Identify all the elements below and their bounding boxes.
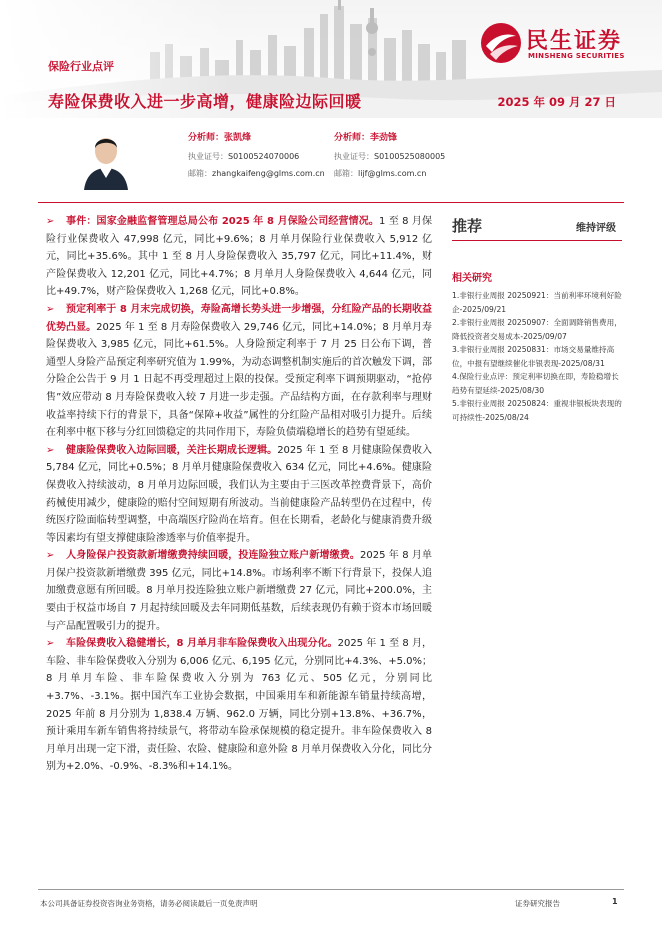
paragraph-text: 2025 年 1 至 8 月，车险、非车险保费收入分别为 6,006 亿元、6,195 亿元，分别同比+4.3%、+5.0%；8 月单月车险、非车险保费收入分别为 763 亿元、505 亿元，分别同比+3.7%、-3.1%。据中国汽车工业协会数据，中国乘用车和新能源车销量持续高增，2025 年前 8 月分别为 1,838.4 万辆、962.0 万辆，同比分别+13.8%、+36.7%，预计乘用车新车销售将持续景气，将带动车险承保规模的稳定提升。非车险保费收入 8 月单月出现一定下滑，责任险、农险、健康险和意外险 8 月单月保费收入分化，同比分别为+2.0%、-0.9%、-8.3%和+14.1%。 [46, 638, 432, 773]
paragraph-life-insurance [46, 301, 432, 442]
logo-cn-text: 民生证券 [526, 29, 623, 54]
paragraph-text: 2025 年 8 月单月保户投资款新增缴费 395 亿元，同比+14.8%。市场利率不断下行背景下，投保人追加缴费意愿有所回暖。8 月单月投连险独立账户新增缴费 27 亿元，同比+200.0%，主要由于权益市场自 7 月起持续回暖及去年同期低基数，后续表现仍有赖于资本市场回暖与产品配置吸引力的提升。 [46, 550, 432, 632]
paragraph-text: 1 至 8 月保险行业保费收入 47,998 亿元，同比+9.6%；8 月单月保险行业保费收入 5,912 亿元，同比+35.6%。其中 1 至 8 月人身险保费收入 35,797 亿元，同比+11.4%，财产险保费收入 12,201 亿元，同比+4.7%；8 月单月人身险保费收入 4,644 亿元，同比+49.7%，财产险保费收入 1,268 亿元，同比+0.8%。 [46, 216, 433, 298]
analyst-1-cert-label: 执业证号： [188, 152, 228, 161]
report-body [46, 213, 432, 776]
analyst-2-name: 李劲锋 [370, 133, 398, 143]
rating-row [452, 213, 622, 241]
report-type: 保险行业点评 [48, 60, 114, 73]
footer-divider [38, 889, 624, 890]
brand-logo [480, 22, 640, 72]
paragraph-text: 2025 年 1 至 8 月寿险保费收入 29,746 亿元，同比+14.0%；8 月单月寿险保费收入 3,985 亿元，同比+61.5%。人身险预定利率于 7 月 25 日公布下调，普通型人身险产品预定利率研究值为 1.99%，为动态调整机制实施后的首次触发下调，部分险企公告于 9 月 1 日起不再受理超过上限的投保。受预定利率下调预期驱动，“抢停售”效应带动 8 月寿险保费收入较 7 月进一步走强。产品结构方面，在存款利率与理财收益率持续下行的背景下，具备“保障+收益”属性的分红险产品相对吸引力提升。后续在利率中枢下移与分红回馈稳定的共同作用下，寿险负债端稳增长的趋势有望延续。 [46, 321, 433, 439]
analyst-2-email-label: 邮箱： [334, 169, 358, 178]
related-item[interactable]: 4.保险行业点评：预定利率切换在即，寿险稳增长趋势有望延续-2025/08/30 [452, 372, 619, 395]
analyst-1-name: 张凯烽 [224, 133, 252, 143]
paragraph-investment-account [46, 547, 432, 635]
analyst-2-role: 分析师： [334, 133, 371, 143]
page-title: 寿险保费收入进一步高增，健康险边际回暖 [48, 92, 362, 111]
bullet-arrow-icon: ➢ [46, 444, 55, 456]
paragraph-lead: 健康险保费收入边际回暖，关注长期成长逻辑。 [66, 444, 278, 456]
header-divider [38, 202, 624, 203]
rating-label: 维持评级 [576, 223, 616, 234]
paragraph-lead: 预定利率于 8 月末完成切换，寿险高增长势头进一步增强，分红险产品的长期收益优势凸显。 [46, 303, 432, 333]
analyst-photo [78, 126, 134, 190]
page-number: 1 [612, 897, 618, 906]
analyst-1-cert: S0100524070006 [228, 152, 300, 161]
paragraph-health-insurance [46, 442, 432, 548]
analyst-2-cert: S0100525080005 [374, 152, 446, 161]
analyst-1-role: 分析师： [188, 133, 225, 143]
paragraph-event [46, 213, 432, 301]
analyst-2 [334, 130, 445, 182]
related-research-list [452, 289, 622, 424]
bullet-arrow-icon: ➢ [46, 550, 55, 562]
header-banner [0, 0, 662, 118]
paragraph-lead: 事件：国家金融监督管理总局公布 2025 年 8 月保险公司经营情况。 [66, 216, 380, 227]
footer-disclaimer: 本公司具备证券投资咨询业务资格，请务必阅读最后一页免责声明 [40, 899, 258, 908]
analyst-2-email[interactable]: lijf@glms.com.cn [358, 169, 427, 178]
related-research-title: 相关研究 [452, 273, 492, 284]
footer-label: 证券研究报告 [515, 899, 560, 908]
sidebar [452, 213, 622, 424]
bullet-arrow-icon: ➢ [46, 216, 55, 227]
related-item[interactable]: 2.非银行业周报 20250907：全面调降销售费用，降低投资者交易成本-2025/09/07 [452, 318, 622, 341]
recommend-label: 推荐 [452, 217, 483, 235]
minsheng-logo-icon [480, 22, 522, 64]
paragraph-lead: 人身险保户投资款新增缴费持续回暖，投连险独立账户新增缴费。 [66, 550, 360, 562]
analyst-1-email-label: 邮箱： [188, 169, 212, 178]
analyst-1-email[interactable]: zhangkaifeng@glms.com.cn [212, 169, 325, 178]
analyst-1 [188, 130, 325, 182]
bullet-arrow-icon: ➢ [46, 303, 55, 315]
related-item[interactable]: 5.非银行业周报 20250824：重视非银板块表现的可持续性-2025/08/24 [452, 399, 622, 422]
paragraph-auto-insurance [46, 635, 432, 776]
paragraph-text: 2025 年 1 至 8 月健康险保费收入 5,784 亿元，同比+0.5%；8 月单月健康险保费收入 634 亿元，同比+4.6%。健康险保费收入持续波动，8 月单月边际回暖，我们认为主要由于三医改革控费背景下，高价药械使用减少，健康险的赔付空间短期有所波动。当前健康险产品转型仍在过程中，传统医疗险面临转型调整，中高端医疗险尚在培育。但在长期看，老龄化与健康消费升级等因素均有望支撑健康险渗透率与价值率提升。 [46, 444, 433, 544]
analyst-2-cert-label: 执业证号： [334, 152, 374, 161]
report-date: 2025 年 09 月 27 日 [497, 95, 616, 109]
bullet-arrow-icon: ➢ [46, 638, 55, 650]
related-item[interactable]: 3.非银行业周报 20250831：市场交易量维持高位，中报有望继续催化非银表现-2025/08/31 [452, 345, 615, 368]
logo-en-text: MINSHENG SECURITIES [528, 52, 625, 60]
paragraph-lead: 车险保费收入稳健增长，8 月单月非车险保费收入出现分化。 [66, 638, 338, 650]
related-item[interactable]: 1.非银行业周报 20250921：当前利率环境利好险企-2025/09/21 [452, 291, 622, 314]
